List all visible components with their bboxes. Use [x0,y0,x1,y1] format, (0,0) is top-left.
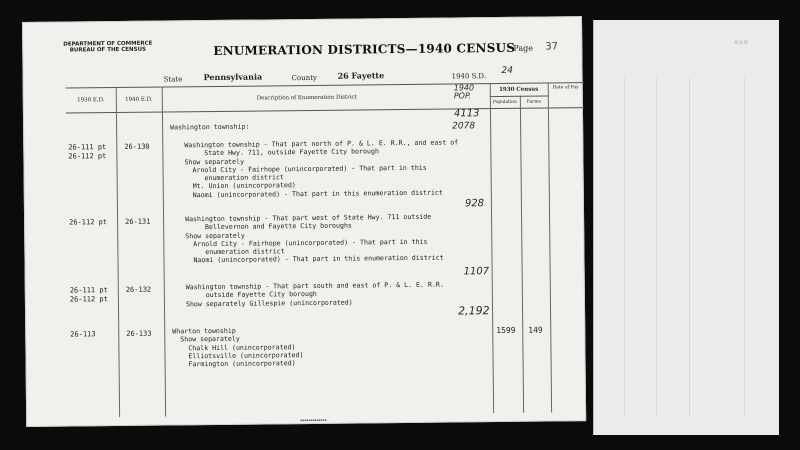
column-rule [520,96,524,413]
column-rule [162,87,166,417]
col-rate-of-pay: Rate of Pay [552,85,579,91]
handwritten-ed-pop: 928 [464,198,485,210]
row-farms: 149 [528,325,543,335]
col-description: Description of Enumeration District [256,94,357,102]
col-farms: Farms [526,99,542,105]
row-1930-ed: 26-111 pt 26-112 pt [68,143,107,161]
row-description: Washington township - That part north of P. & L. E. R.R., and east of State Hwy. 711, outside Fayette City borough Show separately Arnold City - Fairhope (unincorporated) - That part in this enumeration district Mt. Union (unincorporated) Naomi (unincorporated) - That part in this enumeration district [184,138,459,200]
header-bottom-rule [66,107,584,113]
page-label: Page [513,43,534,53]
sd-label: 1940 S.D. [451,72,487,81]
row-population: 1599 [496,325,516,336]
row-description: Wharton township Show separately Chalk Hill (unincorporated) Elliotsville (unincorporated) Farmington (unincorporated) [172,326,304,369]
row-1930-ed: 26-112 pt [69,218,108,227]
col-1930-census: 1930 Census [499,86,539,94]
adjacent-rule [744,78,745,415]
handwritten-township-subtotal: 2078 [452,121,476,132]
county-value: 26 Fayette [337,70,385,81]
census-sheet [22,16,586,427]
adjacent-page-ghost-text: ▪▪▪ [734,38,749,46]
row-1940-ed: 26-130 [124,142,150,151]
row-1930-ed: 26-113 [70,330,96,339]
bureau-label: BUREAU OF THE CENSUS [69,46,147,54]
page-number: 37 [545,41,559,53]
row-description: Washington township - That part south and east of P. & L. E. R.R. outside Fayette City borough Show separately Gillespie (unincorporated) [185,280,444,308]
col-population: Population [492,99,518,106]
sd-number: 24 [501,65,514,76]
row-description: Washington township - That part west of State Hwy. 711 outside Bellevernon and Fayette City boroughs Show separately Arnold City - Fairhope (unincorporated) - That part in this enumeration district Naomi (unincorporated) - That part in this enumeration district [185,212,444,265]
page-title: ENUMERATION DISTRICTS—1940 CENSUS [213,40,516,58]
row-1930-ed: 26-111 pt 26-112 pt [69,286,108,304]
state-value: Pennsylvania [203,71,263,83]
department-stamp [63,41,152,54]
adjacent-rule [656,78,657,415]
handwritten-pop-note: 1940 POP. [453,83,475,101]
row-1940-ed: 26-133 [126,329,152,338]
row-1940-ed: 26-132 [125,285,152,294]
printer-mark: ▪▪▪▪▪▪▪▪▪▪▪▪▪ [300,417,327,423]
department-label: DEPARTMENT OF COMMERCE [63,40,153,48]
row-description: Washington township: [170,122,250,132]
county-label: County [291,73,318,83]
column-rule [116,87,120,417]
state-label: State [163,75,183,84]
census-subheader-rule [490,95,548,97]
handwritten-ed-pop: 2,192 [457,304,490,318]
row-1940-ed: 26-131 [125,217,151,226]
adjacent-page [593,20,779,435]
adjacent-rule [689,78,690,415]
column-rule [490,83,494,413]
handwritten-total: 4113 [453,108,480,120]
column-rule [548,82,552,412]
handwritten-ed-pop: 1107 [463,266,490,278]
col-1930-ed: 1930 E.D. [77,97,105,104]
col-1940-ed: 1940 E.D. [125,96,153,103]
adjacent-rule [624,78,625,415]
